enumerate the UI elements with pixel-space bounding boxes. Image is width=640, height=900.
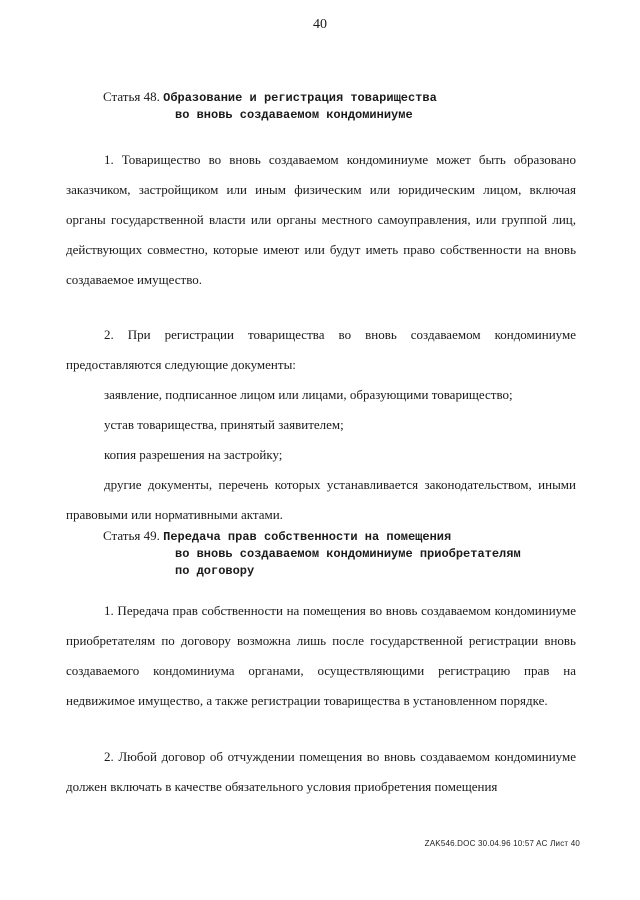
article-48-title-line2: во вновь создаваемом кондоминиуме: [175, 108, 413, 122]
document-list-item: устав товарищества, принятый заявителем;: [104, 417, 344, 432]
article-49-heading-line1: [103, 527, 521, 546]
document-list-item: другие документы, перечень которых устанавливается законодательством, иными правовыми или нормативными актами.: [66, 477, 576, 522]
article-49-title-line2: во вновь создаваемом кондоминиуме приобретателям: [175, 547, 521, 561]
article-49-paragraph-2: [66, 742, 576, 802]
article-48-paragraph-2: [66, 320, 576, 530]
article-49-para1-text: 1. Передача прав собственности на помещения во вновь создаваемом кондоминиуме приобретателям по договору возможна лишь после государственной регистрации вновь создаваемого кондоминиума органами, осуществляющими регистрацию прав на недвижимое имущество, а также регистрации товарищества в установленном порядке.: [66, 603, 576, 708]
article-48-para2-text: 2. При регистрации товарищества во вновь создаваемом кондоминиуме предоставляются следующие документы:: [66, 327, 576, 372]
document-footer: ZAK546.DOC 30.04.96 10:57 AC Лист 40: [424, 839, 580, 848]
article-48-para1-text: 1. Товарищество во вновь создаваемом кондоминиуме может быть образовано заказчиком, застройщиком или иным физическим или юридическим лицом, включая органы государственной власти или органы местного самоуправления, или группой лиц, действующих совместно, которые имеют или будут иметь право собственности на вновь создаваемое имущество.: [66, 152, 576, 287]
document-list-item: копия разрешения на застройку;: [104, 447, 283, 462]
article-48-heading: [103, 88, 437, 124]
article-49-title-line1: Передача прав собственности на помещения: [163, 530, 452, 544]
document-list-item: заявление, подписанное лицом или лицами, образующими товарищество;: [104, 387, 513, 402]
article-48-label: Статья 48.: [103, 89, 160, 104]
article-48-heading-line1: [103, 88, 437, 107]
article-49-heading: [103, 527, 521, 580]
article-48-title-line1: Образование и регистрация товарищества: [163, 91, 437, 105]
article-49-title-line3: по договору: [175, 564, 255, 578]
article-49-para2-text: 2. Любой договор об отчуждении помещения во вновь создаваемом кондоминиуме должен включать в качестве обязательного условия приобретения помещения: [66, 749, 576, 794]
article-48-paragraph-1: [66, 145, 576, 295]
page-number: 40: [313, 17, 327, 32]
article-49-paragraph-1: [66, 596, 576, 716]
article-49-label: Статья 49.: [103, 528, 160, 543]
